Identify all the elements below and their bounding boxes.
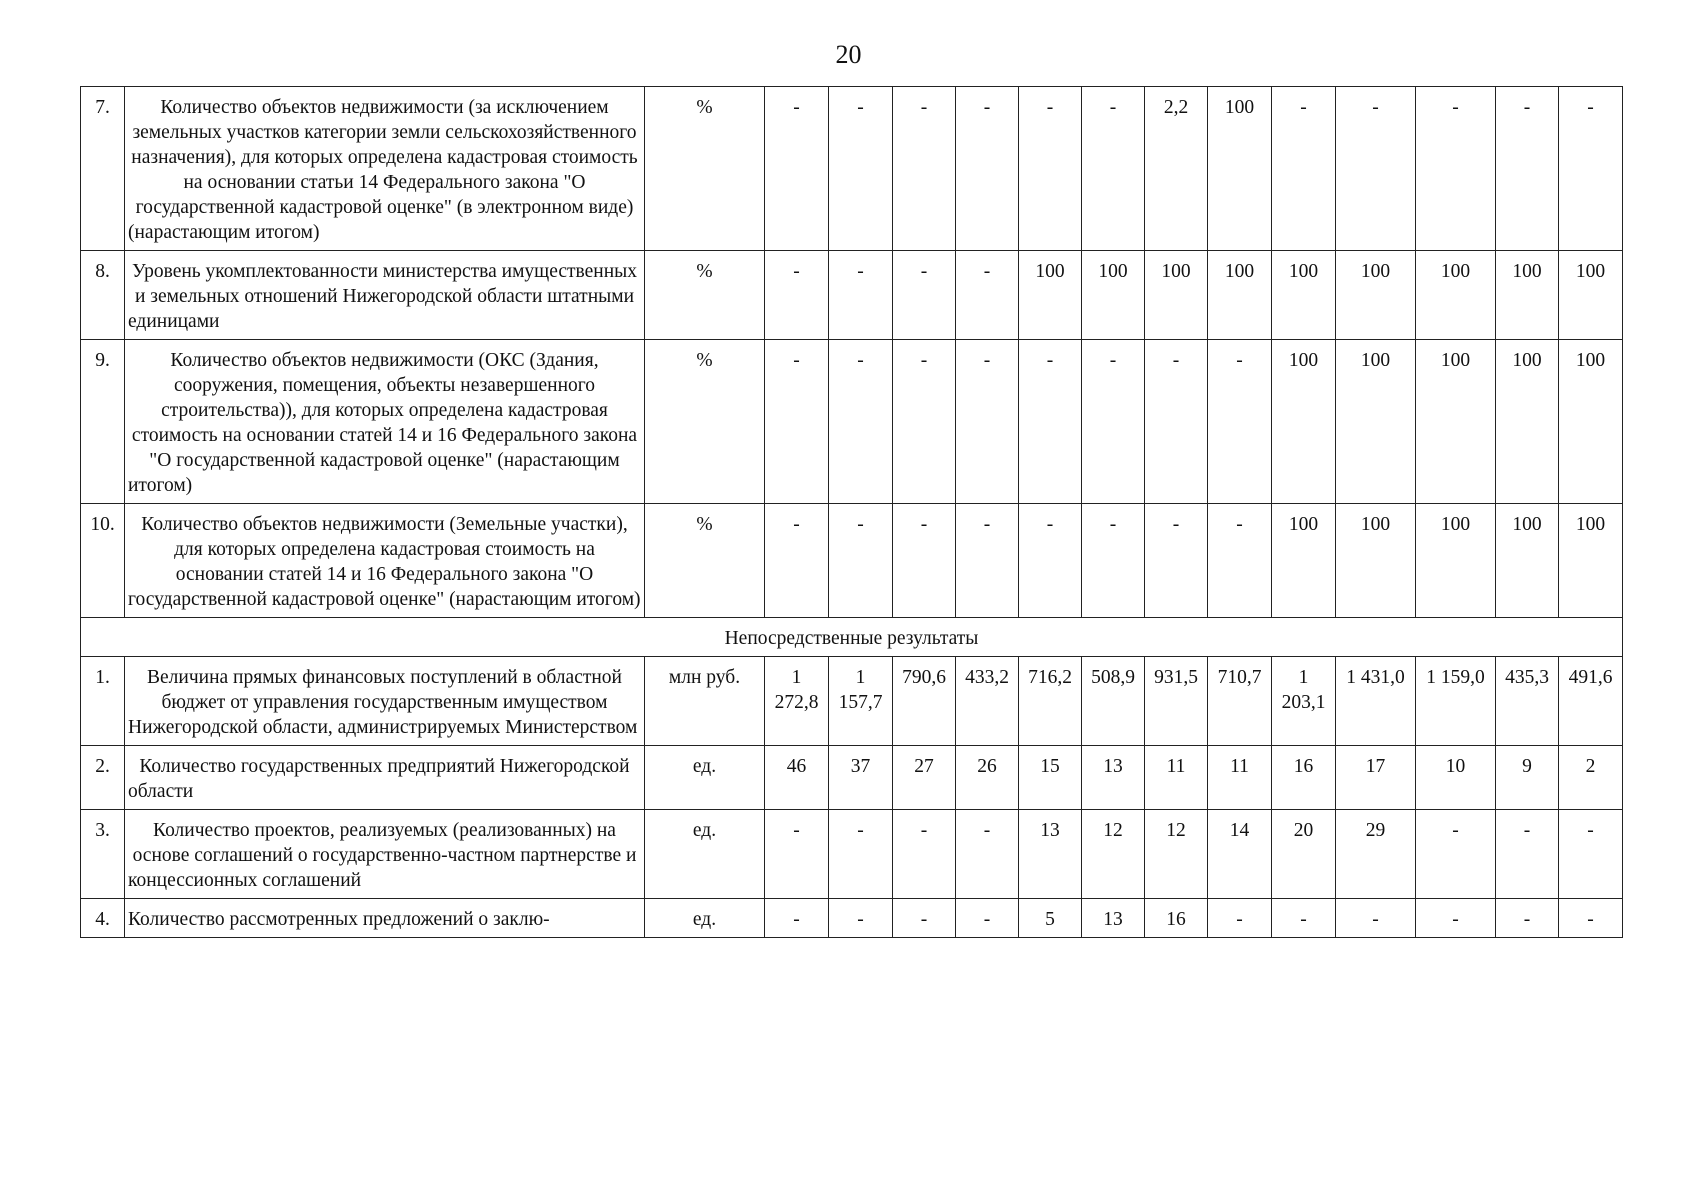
value-cell: - [1208,340,1272,504]
value-cell: - [829,340,893,504]
value-cell: - [765,810,829,899]
value-cell: 9 [1496,746,1559,810]
table-row [81,340,1623,504]
value-cell: 12 [1145,810,1208,899]
indicator-name: Количество объектов недвижимости (за исключением земельных участков категории земли сельскохозяйственного назначения), для которых определена кадастровая стоимость на основании статьи 14 Федерального закона "О государственной кадастровой оценке" (в электронном виде) (нарастающим итогом) [125,87,645,251]
value-cell: 13 [1082,899,1145,938]
value-cell: 1 159,0 [1416,657,1496,746]
unit-cell: % [645,87,765,251]
value-cell: 100 [1336,251,1416,340]
value-cell: 100 [1019,251,1082,340]
value-cell: - [1416,87,1496,251]
value-cell: 716,2 [1019,657,1082,746]
value-cell: - [1082,340,1145,504]
value-cell: - [893,899,956,938]
table-row [81,899,1623,938]
value-cell: 37 [829,746,893,810]
value-cell: - [1336,87,1416,251]
value-cell: - [1336,899,1416,938]
value-cell: - [1496,899,1559,938]
table-row [81,746,1623,810]
section-heading: Непосредственные результаты [81,618,1623,657]
value-cell: - [829,504,893,618]
indicator-name: Количество проектов, реализуемых (реализованных) на основе соглашений о государственно-частном партнерстве и концессионных соглашений [125,810,645,899]
value-cell: 14 [1208,810,1272,899]
value-cell: 15 [1019,746,1082,810]
value-cell: 1 157,7 [829,657,893,746]
value-cell: - [829,810,893,899]
value-cell: - [1272,899,1336,938]
row-number: 9. [81,340,125,504]
page-number: 20 [835,40,862,69]
value-cell: - [765,899,829,938]
value-cell: 5 [1019,899,1082,938]
value-cell: - [765,504,829,618]
value-cell: - [1559,87,1623,251]
value-cell: - [1559,899,1623,938]
unit-cell: % [645,251,765,340]
value-cell: - [1208,899,1272,938]
value-cell: 100 [1082,251,1145,340]
value-cell: - [1019,87,1082,251]
value-cell: 20 [1272,810,1336,899]
indicator-name: Величина прямых финансовых поступлений в областной бюджет от управления государственным имуществом Нижегородской области, администрируемых Министерством [125,657,645,746]
value-cell: - [956,899,1019,938]
indicator-name: Количество объектов недвижимости (Земельные участки), для которых определена кадастровая стоимость на основании статей 14 и 16 Федерального закона "О государственной кадастровой оценке" (нарастающим итогом) [125,504,645,618]
value-cell: - [1082,87,1145,251]
row-number: 3. [81,810,125,899]
value-cell: - [765,87,829,251]
value-cell: - [1208,504,1272,618]
value-cell: - [765,251,829,340]
value-cell: 100 [1272,251,1336,340]
value-cell: 1 431,0 [1336,657,1416,746]
row-number: 1. [81,657,125,746]
value-cell: - [829,87,893,251]
value-cell: - [956,810,1019,899]
value-cell: - [1272,87,1336,251]
value-cell: - [956,504,1019,618]
value-cell: 29 [1336,810,1416,899]
value-cell: - [765,340,829,504]
value-cell: - [1145,504,1208,618]
value-cell: - [956,251,1019,340]
unit-cell: % [645,504,765,618]
value-cell: - [1496,810,1559,899]
value-cell: 100 [1208,87,1272,251]
value-cell: - [1145,340,1208,504]
value-cell: 100 [1496,340,1559,504]
value-cell: 2,2 [1145,87,1208,251]
value-cell: 508,9 [1082,657,1145,746]
value-cell: - [893,810,956,899]
value-cell: - [1082,504,1145,618]
value-cell: 10 [1416,746,1496,810]
value-cell: 11 [1145,746,1208,810]
value-cell: 100 [1272,340,1336,504]
table-row [81,87,1623,251]
value-cell: - [1019,504,1082,618]
value-cell: 100 [1416,251,1496,340]
row-number: 10. [81,504,125,618]
value-cell: 27 [893,746,956,810]
table-row [81,657,1623,746]
row-number: 2. [81,746,125,810]
table-row [81,810,1623,899]
value-cell: 1 272,8 [765,657,829,746]
unit-cell: ед. [645,810,765,899]
value-cell: 26 [956,746,1019,810]
value-cell: - [893,504,956,618]
value-cell: 100 [1559,504,1623,618]
section-row [81,618,1623,657]
indicator-name: Количество государственных предприятий Нижегородской области [125,746,645,810]
value-cell: 13 [1082,746,1145,810]
value-cell: 100 [1559,340,1623,504]
value-cell: 16 [1145,899,1208,938]
indicator-name: Количество рассмотренных предложений о заклю- [125,899,645,938]
value-cell: - [1496,87,1559,251]
value-cell: 100 [1272,504,1336,618]
value-cell: - [829,899,893,938]
value-cell: 710,7 [1208,657,1272,746]
value-cell: 100 [1416,504,1496,618]
value-cell: 100 [1496,504,1559,618]
value-cell: 17 [1336,746,1416,810]
row-number: 4. [81,899,125,938]
value-cell: 100 [1145,251,1208,340]
value-cell: 16 [1272,746,1336,810]
value-cell: 491,6 [1559,657,1623,746]
value-cell: 12 [1082,810,1145,899]
value-cell: 100 [1336,340,1416,504]
value-cell: - [1559,810,1623,899]
unit-cell: млн руб. [645,657,765,746]
value-cell: 46 [765,746,829,810]
indicator-name: Уровень укомплектованности министерства имущественных и земельных отношений Нижегородской области штатными единицами [125,251,645,340]
unit-cell: % [645,340,765,504]
value-cell: - [1416,899,1496,938]
value-cell: - [956,340,1019,504]
table-row [81,251,1623,340]
value-cell: 11 [1208,746,1272,810]
value-cell: - [893,340,956,504]
value-cell: 931,5 [1145,657,1208,746]
value-cell: 100 [1416,340,1496,504]
value-cell: - [1416,810,1496,899]
value-cell: 1 203,1 [1272,657,1336,746]
row-number: 8. [81,251,125,340]
value-cell: 100 [1496,251,1559,340]
value-cell: - [829,251,893,340]
value-cell: 435,3 [1496,657,1559,746]
value-cell: - [956,87,1019,251]
value-cell: 100 [1208,251,1272,340]
value-cell: - [893,251,956,340]
unit-cell: ед. [645,899,765,938]
indicator-name: Количество объектов недвижимости (ОКС (Здания, сооружения, помещения, объекты незавершенного строительства)), для которых определена кадастровая стоимость на основании статей 14 и 16 Федерального закона "О государственной кадастровой оценке" (нарастающим итогом) [125,340,645,504]
table-row [81,504,1623,618]
value-cell: 13 [1019,810,1082,899]
value-cell: 2 [1559,746,1623,810]
value-cell: 100 [1559,251,1623,340]
unit-cell: ед. [645,746,765,810]
value-cell: 790,6 [893,657,956,746]
value-cell: - [893,87,956,251]
indicators-table [80,86,1623,938]
row-number: 7. [81,87,125,251]
value-cell: 100 [1336,504,1416,618]
value-cell: - [1019,340,1082,504]
value-cell: 433,2 [956,657,1019,746]
